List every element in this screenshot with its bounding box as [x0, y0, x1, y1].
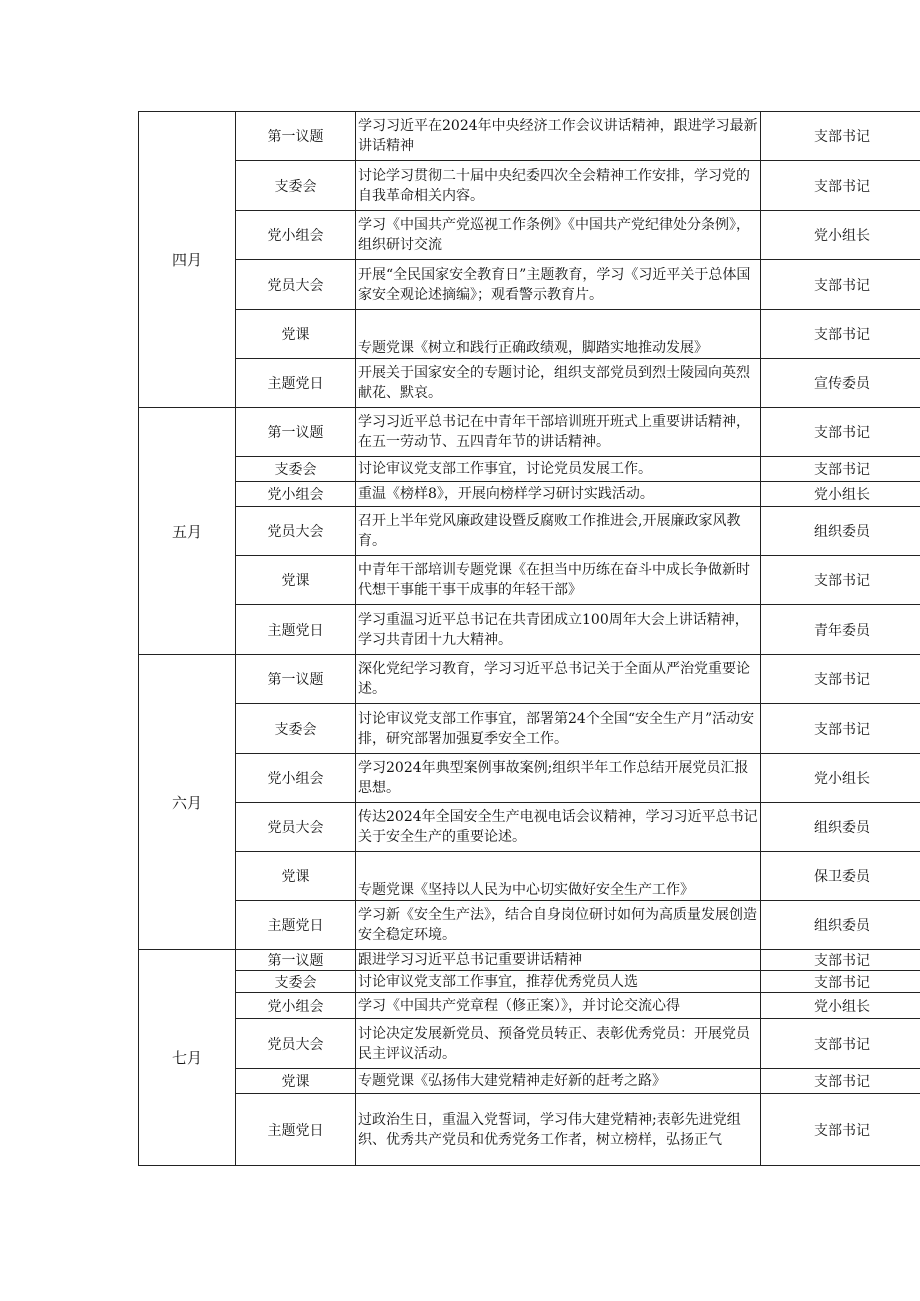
responsible-person-cell: 党小组长 — [761, 754, 920, 803]
table-row — [139, 971, 920, 993]
activity-content-cell: 学习重温习近平总书记在共青团成立100周年大会上讲话精神，学习共青团十九大精神。 — [356, 605, 761, 655]
responsible-person-cell: 支部书记 — [761, 655, 920, 704]
table-row — [139, 655, 920, 704]
responsible-person-cell: 支部书记 — [761, 1069, 920, 1094]
activity-type-cell: 党小组会 — [236, 754, 356, 803]
responsible-person-cell: 组织委员 — [761, 507, 920, 556]
table-row — [139, 993, 920, 1019]
month-cell: 四月 — [139, 112, 236, 408]
responsible-person-cell: 党小组长 — [761, 993, 920, 1019]
activity-content-cell: 学习习近平总书记在中青年干部培训班开班式上重要讲话精神，在五一劳动节、五四青年节的讲话精神。 — [356, 408, 761, 457]
table-row — [139, 803, 920, 852]
responsible-person-cell: 支部书记 — [761, 556, 920, 605]
table-row — [139, 211, 920, 260]
responsible-person-cell: 青年委员 — [761, 605, 920, 655]
table-row — [139, 754, 920, 803]
activity-type-cell: 第一议题 — [236, 950, 356, 971]
activity-content-cell: 开展“全民国家安全教育日”主题教育，学习《习近平关于总体国家安全观论述摘编》；观看警示教育片。 — [356, 260, 761, 310]
table-row — [139, 901, 920, 950]
table-row — [139, 482, 920, 507]
activity-content-cell: 讨论审议党支部工作事宜，讨论党员发展工作。 — [356, 457, 761, 482]
activity-content-cell: 学习《中国共产党章程（修正案）》，并讨论交流心得 — [356, 993, 761, 1019]
table-row — [139, 1094, 920, 1166]
table-row — [139, 310, 920, 359]
responsible-person-cell: 支部书记 — [761, 408, 920, 457]
activity-content-cell: 讨论学习贯彻二十届中央纪委四次全会精神工作安排，学习党的自我革命相关内容。 — [356, 161, 761, 211]
activity-type-cell: 主题党日 — [236, 359, 356, 408]
activity-type-cell: 第一议题 — [236, 112, 356, 161]
responsible-person-cell: 支部书记 — [761, 971, 920, 993]
month-cell: 五月 — [139, 408, 236, 655]
responsible-person-cell: 组织委员 — [761, 901, 920, 950]
table-row — [139, 260, 920, 310]
table-row — [139, 605, 920, 655]
table-row — [139, 507, 920, 556]
activity-type-cell: 主题党日 — [236, 901, 356, 950]
activity-content-cell: 学习《中国共产党巡视工作条例》《中国共产党纪律处分条例》，组织研讨交流 — [356, 211, 761, 260]
activity-content-cell: 召开上半年党风廉政建设暨反腐败工作推进会,开展廉政家风教育。 — [356, 507, 761, 556]
activity-type-cell: 支委会 — [236, 704, 356, 754]
responsible-person-cell: 支部书记 — [761, 1094, 920, 1166]
activity-type-cell: 党员大会 — [236, 260, 356, 310]
activity-content-cell: 讨论决定发展新党员、预备党员转正、表彰优秀党员：开展党员民主评议活动。 — [356, 1019, 761, 1069]
responsible-person-cell: 支部书记 — [761, 457, 920, 482]
responsible-person-cell: 党小组长 — [761, 211, 920, 260]
responsible-person-cell: 支部书记 — [761, 112, 920, 161]
activity-type-cell: 党小组会 — [236, 482, 356, 507]
activity-type-cell: 第一议题 — [236, 408, 356, 457]
activity-content-cell: 过政治生日，重温入党誓词，学习伟大建党精神;表彰先进党组织、优秀共产党员和优秀党务工作者，树立榜样，弘扬正气 — [356, 1094, 761, 1166]
party-activity-plan-table — [138, 111, 920, 1166]
responsible-person-cell: 支部书记 — [761, 950, 920, 971]
activity-content-cell: 跟进学习习近平总书记重要讲话精神 — [356, 950, 761, 971]
activity-content-cell: 学习习近平在2024年中央经济工作会议讲话精神，跟进学习最新讲话精神 — [356, 112, 761, 161]
table-row — [139, 457, 920, 482]
activity-type-cell: 主题党日 — [236, 605, 356, 655]
responsible-person-cell: 党小组长 — [761, 482, 920, 507]
activity-type-cell: 党课 — [236, 556, 356, 605]
activity-content-cell: 深化党纪学习教育，学习习近平总书记关于全面从严治党重要论述。 — [356, 655, 761, 704]
responsible-person-cell: 支部书记 — [761, 161, 920, 211]
month-cell: 七月 — [139, 950, 236, 1166]
activity-type-cell: 支委会 — [236, 161, 356, 211]
activity-content-cell: 开展关于国家安全的专题讨论，组织支部党员到烈士陵园向英烈献花、默哀。 — [356, 359, 761, 408]
responsible-person-cell: 支部书记 — [761, 704, 920, 754]
activity-content-cell: 重温《榜样8》，开展向榜样学习研讨实践活动。 — [356, 482, 761, 507]
table-row — [139, 408, 920, 457]
table-row — [139, 161, 920, 211]
activity-type-cell: 支委会 — [236, 971, 356, 993]
activity-type-cell: 第一议题 — [236, 655, 356, 704]
month-cell: 六月 — [139, 655, 236, 950]
activity-type-cell: 党员大会 — [236, 1019, 356, 1069]
responsible-person-cell: 组织委员 — [761, 803, 920, 852]
responsible-person-cell: 宣传委员 — [761, 359, 920, 408]
responsible-person-cell: 支部书记 — [761, 1019, 920, 1069]
table-row — [139, 704, 920, 754]
table-row — [139, 112, 920, 161]
activity-type-cell: 党课 — [236, 310, 356, 359]
activity-content-cell: 专题党课《坚持以人民为中心切实做好安全生产工作》 — [356, 852, 761, 901]
activity-content-cell: 专题党课《弘扬伟大建党精神走好新的赶考之路》 — [356, 1069, 761, 1094]
responsible-person-cell: 支部书记 — [761, 310, 920, 359]
table-row — [139, 1069, 920, 1094]
table-row — [139, 852, 920, 901]
activity-type-cell: 支委会 — [236, 457, 356, 482]
table-row — [139, 359, 920, 408]
table-row — [139, 556, 920, 605]
activity-content-cell: 传达2024年全国安全生产电视电话会议精神，学习习近平总书记关于安全生产的重要论述。 — [356, 803, 761, 852]
activity-content-cell: 讨论审议党支部工作事宜，部署第24个全国“安全生产月”活动安排，研究部署加强夏季安全工作。 — [356, 704, 761, 754]
responsible-person-cell: 支部书记 — [761, 260, 920, 310]
activity-type-cell: 党小组会 — [236, 211, 356, 260]
responsible-person-cell: 保卫委员 — [761, 852, 920, 901]
activity-type-cell: 党员大会 — [236, 507, 356, 556]
activity-content-cell: 学习新《安全生产法》，结合自身岗位研讨如何为高质量发展创造安全稳定环境。 — [356, 901, 761, 950]
activity-content-cell: 专题党课《树立和践行正确政绩观，脚踏实地推动发展》 — [356, 310, 761, 359]
activity-type-cell: 党员大会 — [236, 803, 356, 852]
activity-type-cell: 党课 — [236, 1069, 356, 1094]
table-row — [139, 950, 920, 971]
activity-content-cell: 中青年干部培训专题党课《在担当中历练在奋斗中成长争做新时代想干事能干事干成事的年轻干部》 — [356, 556, 761, 605]
activity-type-cell: 主题党日 — [236, 1094, 356, 1166]
activity-content-cell: 讨论审议党支部工作事宜，推荐优秀党员人选 — [356, 971, 761, 993]
table-row — [139, 1019, 920, 1069]
activity-content-cell: 学习2024年典型案例事故案例;组织半年工作总结开展党员汇报思想。 — [356, 754, 761, 803]
activity-type-cell: 党课 — [236, 852, 356, 901]
activity-type-cell: 党小组会 — [236, 993, 356, 1019]
